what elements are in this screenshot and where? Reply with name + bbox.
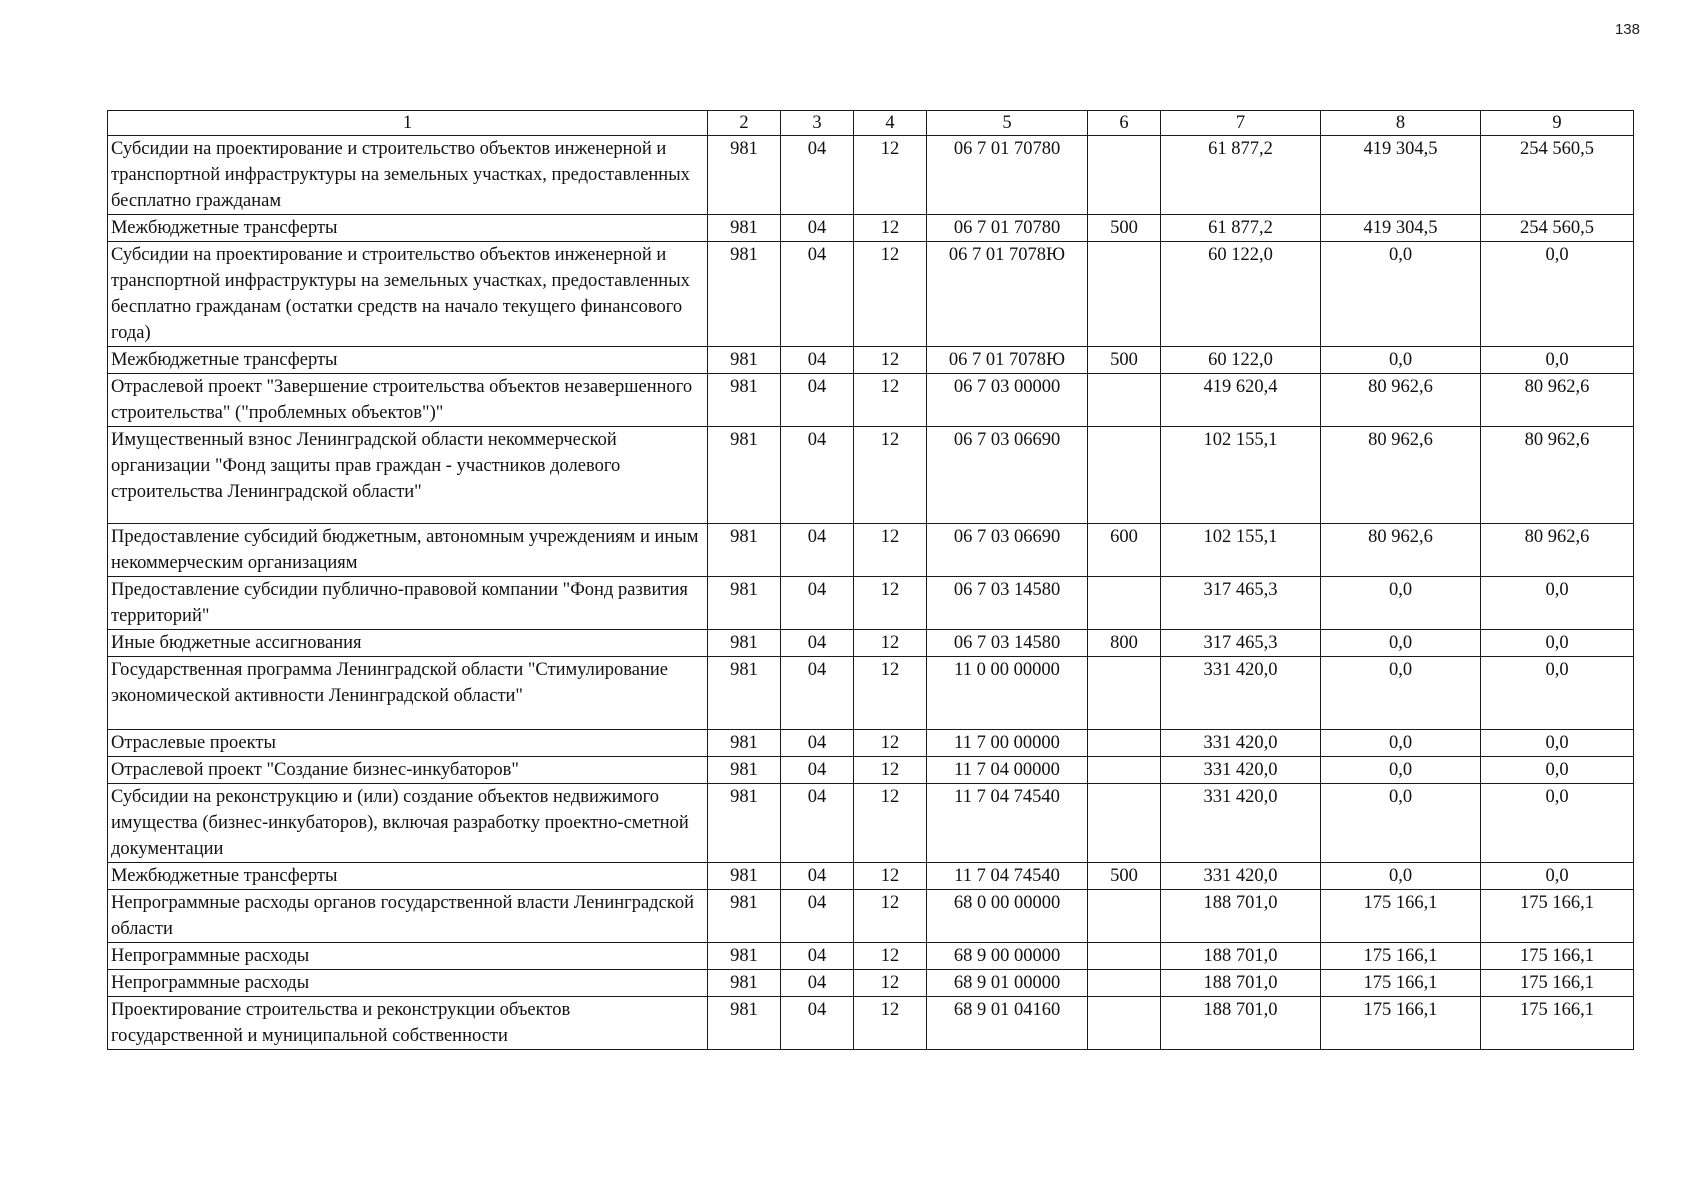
row-name: Непрограммные расходы органов государственной власти Ленинградской области bbox=[108, 890, 708, 943]
row-amount-7: 61 877,2 bbox=[1161, 215, 1321, 242]
column-amount-9-header: 9 bbox=[1481, 111, 1634, 136]
row-name: Субсидии на проектирование и строительство объектов инженерной и транспортной инфраструктуры на земельных участках, предоставленных бесплатно гражданам (остатки средств на начало текущего финансового года) bbox=[108, 242, 708, 347]
row-amount-7: 331 420,0 bbox=[1161, 657, 1321, 730]
row-name: Предоставление субсидии публично-правовой компании "Фонд развития территорий" bbox=[108, 577, 708, 630]
row-grbs-code: 981 bbox=[708, 136, 781, 215]
budget-table bbox=[107, 110, 1634, 1050]
row-amount-7: 60 122,0 bbox=[1161, 242, 1321, 347]
row-section-code: 04 bbox=[781, 374, 854, 427]
row-amount-8: 175 166,1 bbox=[1321, 890, 1481, 943]
row-amount-7: 188 701,0 bbox=[1161, 997, 1321, 1050]
row-grbs-code: 981 bbox=[708, 524, 781, 577]
table-body bbox=[108, 136, 1634, 1050]
row-grbs-code: 981 bbox=[708, 784, 781, 863]
column-expense-type-header: 6 bbox=[1088, 111, 1161, 136]
row-name: Предоставление субсидий бюджетным, автономным учреждениям и иным некоммерческим организациям bbox=[108, 524, 708, 577]
row-subsection-code: 12 bbox=[854, 657, 927, 730]
row-name: Отраслевой проект "Завершение строительства объектов незавершенного строительства" ("проблемных объектов")" bbox=[108, 374, 708, 427]
row-section-code: 04 bbox=[781, 943, 854, 970]
column-section-header: 3 bbox=[781, 111, 854, 136]
row-name: Субсидии на проектирование и строительство объектов инженерной и транспортной инфраструктуры на земельных участках, предоставленных бесплатно гражданам bbox=[108, 136, 708, 215]
row-subsection-code: 12 bbox=[854, 970, 927, 997]
row-section-code: 04 bbox=[781, 730, 854, 757]
row-section-code: 04 bbox=[781, 524, 854, 577]
row-grbs-code: 981 bbox=[708, 997, 781, 1050]
row-amount-8: 0,0 bbox=[1321, 863, 1481, 890]
row-name: Отраслевые проекты bbox=[108, 730, 708, 757]
row-target-article: 68 9 00 00000 bbox=[927, 943, 1088, 970]
row-subsection-code: 12 bbox=[854, 215, 927, 242]
row-amount-7: 102 155,1 bbox=[1161, 427, 1321, 524]
row-name: Проектирование строительства и реконструкции объектов государственной и муниципальной собственности bbox=[108, 997, 708, 1050]
row-amount-7: 331 420,0 bbox=[1161, 784, 1321, 863]
row-expense-type bbox=[1088, 970, 1161, 997]
row-name: Непрограммные расходы bbox=[108, 943, 708, 970]
row-target-article: 06 7 03 00000 bbox=[927, 374, 1088, 427]
table-row bbox=[108, 136, 1634, 215]
row-expense-type bbox=[1088, 997, 1161, 1050]
row-grbs-code: 981 bbox=[708, 347, 781, 374]
row-expense-type: 500 bbox=[1088, 863, 1161, 890]
row-amount-7: 188 701,0 bbox=[1161, 970, 1321, 997]
row-amount-8: 80 962,6 bbox=[1321, 427, 1481, 524]
row-target-article: 11 7 00 00000 bbox=[927, 730, 1088, 757]
row-subsection-code: 12 bbox=[854, 577, 927, 630]
row-section-code: 04 bbox=[781, 863, 854, 890]
table-row bbox=[108, 577, 1634, 630]
row-grbs-code: 981 bbox=[708, 657, 781, 730]
table-row bbox=[108, 730, 1634, 757]
row-subsection-code: 12 bbox=[854, 757, 927, 784]
row-target-article: 11 7 04 00000 bbox=[927, 757, 1088, 784]
row-expense-type bbox=[1088, 784, 1161, 863]
row-target-article: 06 7 03 14580 bbox=[927, 577, 1088, 630]
row-amount-8: 0,0 bbox=[1321, 657, 1481, 730]
row-amount-9: 0,0 bbox=[1481, 863, 1634, 890]
row-amount-8: 0,0 bbox=[1321, 730, 1481, 757]
row-subsection-code: 12 bbox=[854, 630, 927, 657]
column-target-article-header: 5 bbox=[927, 111, 1088, 136]
row-expense-type bbox=[1088, 577, 1161, 630]
row-amount-7: 419 620,4 bbox=[1161, 374, 1321, 427]
row-grbs-code: 981 bbox=[708, 863, 781, 890]
row-amount-7: 188 701,0 bbox=[1161, 943, 1321, 970]
table-row bbox=[108, 784, 1634, 863]
row-amount-9: 175 166,1 bbox=[1481, 997, 1634, 1050]
row-subsection-code: 12 bbox=[854, 427, 927, 524]
row-name: Межбюджетные трансферты bbox=[108, 863, 708, 890]
table-row bbox=[108, 242, 1634, 347]
row-target-article: 06 7 03 14580 bbox=[927, 630, 1088, 657]
row-expense-type: 500 bbox=[1088, 215, 1161, 242]
row-grbs-code: 981 bbox=[708, 215, 781, 242]
row-target-article: 68 0 00 00000 bbox=[927, 890, 1088, 943]
row-amount-9: 80 962,6 bbox=[1481, 524, 1634, 577]
row-amount-8: 419 304,5 bbox=[1321, 136, 1481, 215]
row-expense-type bbox=[1088, 730, 1161, 757]
table-row bbox=[108, 970, 1634, 997]
row-subsection-code: 12 bbox=[854, 136, 927, 215]
row-amount-9: 0,0 bbox=[1481, 730, 1634, 757]
row-expense-type bbox=[1088, 757, 1161, 784]
row-section-code: 04 bbox=[781, 427, 854, 524]
row-amount-9: 175 166,1 bbox=[1481, 890, 1634, 943]
row-grbs-code: 981 bbox=[708, 970, 781, 997]
column-name-header: 1 bbox=[108, 111, 708, 136]
row-name: Субсидии на реконструкцию и (или) создание объектов недвижимого имущества (бизнес-инкубаторов), включая разработку проектно-сметной документации bbox=[108, 784, 708, 863]
row-subsection-code: 12 bbox=[854, 863, 927, 890]
column-amount-7-header: 7 bbox=[1161, 111, 1321, 136]
row-amount-7: 331 420,0 bbox=[1161, 757, 1321, 784]
row-target-article: 06 7 03 06690 bbox=[927, 524, 1088, 577]
row-expense-type bbox=[1088, 427, 1161, 524]
row-expense-type bbox=[1088, 136, 1161, 215]
row-amount-7: 188 701,0 bbox=[1161, 890, 1321, 943]
row-section-code: 04 bbox=[781, 657, 854, 730]
row-section-code: 04 bbox=[781, 215, 854, 242]
row-amount-9: 254 560,5 bbox=[1481, 215, 1634, 242]
row-target-article: 06 7 01 7078Ю bbox=[927, 347, 1088, 374]
row-amount-9: 0,0 bbox=[1481, 784, 1634, 863]
row-expense-type bbox=[1088, 943, 1161, 970]
row-amount-9: 0,0 bbox=[1481, 577, 1634, 630]
row-amount-8: 419 304,5 bbox=[1321, 215, 1481, 242]
table-row bbox=[108, 215, 1634, 242]
row-amount-8: 0,0 bbox=[1321, 242, 1481, 347]
row-amount-9: 80 962,6 bbox=[1481, 374, 1634, 427]
table-row bbox=[108, 630, 1634, 657]
row-amount-8: 0,0 bbox=[1321, 347, 1481, 374]
page-number: 138 bbox=[1614, 21, 1640, 38]
row-target-article: 11 7 04 74540 bbox=[927, 784, 1088, 863]
row-name: Иные бюджетные ассигнования bbox=[108, 630, 708, 657]
row-section-code: 04 bbox=[781, 997, 854, 1050]
row-expense-type bbox=[1088, 657, 1161, 730]
row-subsection-code: 12 bbox=[854, 730, 927, 757]
row-section-code: 04 bbox=[781, 970, 854, 997]
column-amount-8-header: 8 bbox=[1321, 111, 1481, 136]
row-section-code: 04 bbox=[781, 577, 854, 630]
row-expense-type: 600 bbox=[1088, 524, 1161, 577]
row-amount-9: 175 166,1 bbox=[1481, 970, 1634, 997]
row-name: Отраслевой проект "Создание бизнес-инкубаторов" bbox=[108, 757, 708, 784]
row-section-code: 04 bbox=[781, 136, 854, 215]
row-amount-7: 317 465,3 bbox=[1161, 630, 1321, 657]
row-name: Непрограммные расходы bbox=[108, 970, 708, 997]
row-amount-9: 0,0 bbox=[1481, 630, 1634, 657]
row-expense-type: 800 bbox=[1088, 630, 1161, 657]
row-grbs-code: 981 bbox=[708, 242, 781, 347]
row-target-article: 06 7 03 06690 bbox=[927, 427, 1088, 524]
row-grbs-code: 981 bbox=[708, 757, 781, 784]
row-amount-7: 331 420,0 bbox=[1161, 730, 1321, 757]
row-amount-8: 80 962,6 bbox=[1321, 524, 1481, 577]
row-section-code: 04 bbox=[781, 347, 854, 374]
row-expense-type bbox=[1088, 890, 1161, 943]
row-amount-8: 0,0 bbox=[1321, 630, 1481, 657]
row-target-article: 68 9 01 04160 bbox=[927, 997, 1088, 1050]
row-subsection-code: 12 bbox=[854, 242, 927, 347]
row-amount-9: 0,0 bbox=[1481, 347, 1634, 374]
row-subsection-code: 12 bbox=[854, 784, 927, 863]
table-row bbox=[108, 757, 1634, 784]
row-subsection-code: 12 bbox=[854, 997, 927, 1050]
row-grbs-code: 981 bbox=[708, 374, 781, 427]
row-amount-7: 331 420,0 bbox=[1161, 863, 1321, 890]
row-amount-8: 175 166,1 bbox=[1321, 997, 1481, 1050]
row-amount-7: 60 122,0 bbox=[1161, 347, 1321, 374]
row-amount-9: 80 962,6 bbox=[1481, 427, 1634, 524]
row-expense-type bbox=[1088, 242, 1161, 347]
row-amount-8: 175 166,1 bbox=[1321, 970, 1481, 997]
table-row bbox=[108, 997, 1634, 1050]
row-amount-8: 0,0 bbox=[1321, 577, 1481, 630]
row-name: Государственная программа Ленинградской области "Стимулирование экономической активности Ленинградской области" bbox=[108, 657, 708, 730]
table-row bbox=[108, 863, 1634, 890]
row-target-article: 06 7 01 70780 bbox=[927, 136, 1088, 215]
table-row bbox=[108, 657, 1634, 730]
table-row bbox=[108, 347, 1634, 374]
row-grbs-code: 981 bbox=[708, 730, 781, 757]
table-row bbox=[108, 524, 1634, 577]
table-row bbox=[108, 374, 1634, 427]
row-amount-7: 317 465,3 bbox=[1161, 577, 1321, 630]
row-amount-7: 102 155,1 bbox=[1161, 524, 1321, 577]
row-amount-8: 0,0 bbox=[1321, 784, 1481, 863]
header-row bbox=[108, 111, 1634, 136]
row-name: Межбюджетные трансферты bbox=[108, 347, 708, 374]
row-expense-type bbox=[1088, 374, 1161, 427]
table-row bbox=[108, 427, 1634, 524]
row-expense-type: 500 bbox=[1088, 347, 1161, 374]
row-section-code: 04 bbox=[781, 890, 854, 943]
row-subsection-code: 12 bbox=[854, 890, 927, 943]
row-target-article: 68 9 01 00000 bbox=[927, 970, 1088, 997]
table-row bbox=[108, 890, 1634, 943]
row-amount-9: 175 166,1 bbox=[1481, 943, 1634, 970]
row-subsection-code: 12 bbox=[854, 943, 927, 970]
row-section-code: 04 bbox=[781, 630, 854, 657]
row-subsection-code: 12 bbox=[854, 374, 927, 427]
row-grbs-code: 981 bbox=[708, 577, 781, 630]
row-subsection-code: 12 bbox=[854, 524, 927, 577]
row-target-article: 06 7 01 70780 bbox=[927, 215, 1088, 242]
row-section-code: 04 bbox=[781, 242, 854, 347]
row-amount-8: 80 962,6 bbox=[1321, 374, 1481, 427]
column-grbs-header: 2 bbox=[708, 111, 781, 136]
row-grbs-code: 981 bbox=[708, 943, 781, 970]
row-amount-7: 61 877,2 bbox=[1161, 136, 1321, 215]
row-amount-9: 0,0 bbox=[1481, 657, 1634, 730]
row-section-code: 04 bbox=[781, 784, 854, 863]
row-amount-8: 175 166,1 bbox=[1321, 943, 1481, 970]
row-amount-9: 254 560,5 bbox=[1481, 136, 1634, 215]
row-grbs-code: 981 bbox=[708, 890, 781, 943]
column-subsection-header: 4 bbox=[854, 111, 927, 136]
row-target-article: 11 7 04 74540 bbox=[927, 863, 1088, 890]
row-grbs-code: 981 bbox=[708, 630, 781, 657]
row-name: Межбюджетные трансферты bbox=[108, 215, 708, 242]
row-amount-9: 0,0 bbox=[1481, 242, 1634, 347]
row-target-article: 11 0 00 00000 bbox=[927, 657, 1088, 730]
row-target-article: 06 7 01 7078Ю bbox=[927, 242, 1088, 347]
table-row bbox=[108, 943, 1634, 970]
row-name: Имущественный взнос Ленинградской области некоммерческой организации "Фонд защиты прав граждан - участников долевого строительства Ленинградской области" bbox=[108, 427, 708, 524]
row-subsection-code: 12 bbox=[854, 347, 927, 374]
row-section-code: 04 bbox=[781, 757, 854, 784]
row-amount-8: 0,0 bbox=[1321, 757, 1481, 784]
row-amount-9: 0,0 bbox=[1481, 757, 1634, 784]
row-grbs-code: 981 bbox=[708, 427, 781, 524]
